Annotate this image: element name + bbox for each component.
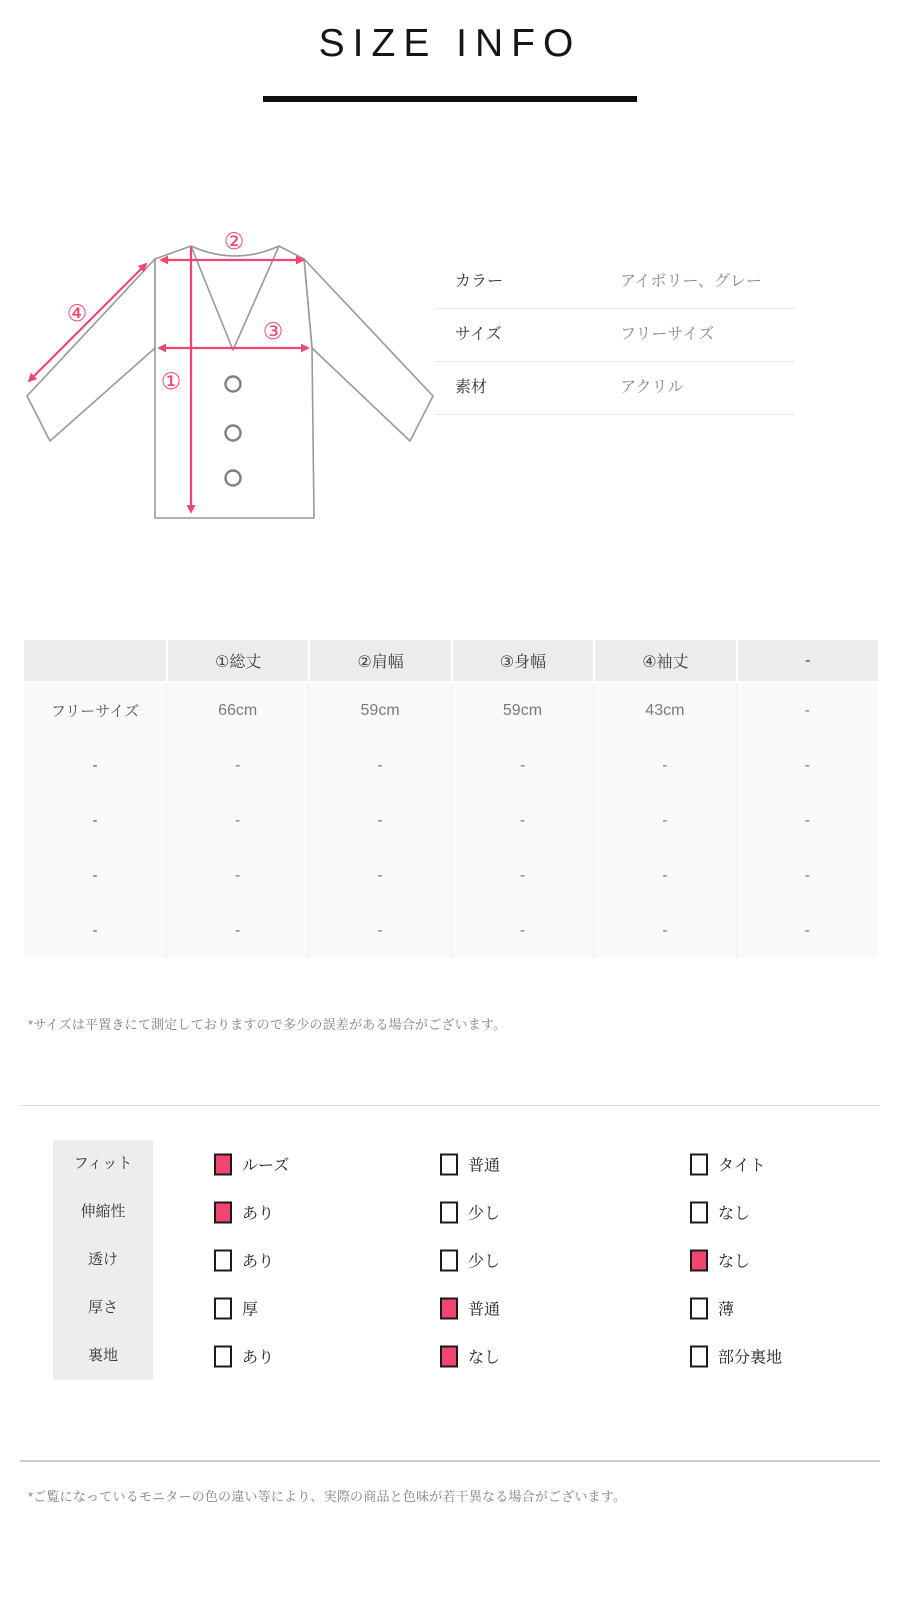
spec-row-material — [435, 362, 795, 415]
option-label: 部分裏地 — [718, 1349, 783, 1367]
fit-option — [690, 1297, 734, 1320]
value-cell: - — [166, 848, 308, 903]
option-checkbox — [214, 1297, 232, 1319]
value-cell: - — [166, 903, 308, 958]
fit-option — [214, 1345, 274, 1368]
value-cell: 59cm — [308, 683, 450, 738]
measurement-note: *サイズは平置きにて測定しておりますので多少の誤差がある場合がございます。 — [28, 1017, 507, 1032]
option-checkbox — [440, 1201, 458, 1223]
table-row — [24, 683, 878, 738]
spec-label: サイズ — [455, 326, 502, 343]
value-cell: - — [736, 738, 878, 793]
fit-row-label: 伸縮性 — [53, 1188, 153, 1236]
size-name-cell: - — [24, 848, 166, 903]
value-cell: - — [166, 793, 308, 848]
option-label: 普通 — [468, 1157, 501, 1175]
option-checkbox — [214, 1153, 232, 1175]
col-header-chest: ③身幅 — [451, 640, 593, 683]
fit-row-sheerness — [53, 1236, 853, 1284]
col-header-shoulder: ②肩幅 — [308, 640, 450, 683]
value-cell: - — [593, 903, 735, 958]
fit-row-label: 厚さ — [53, 1284, 153, 1332]
col-header-total-length: ①総丈 — [166, 640, 308, 683]
fit-row-lining — [53, 1332, 853, 1380]
divider-line — [20, 1105, 880, 1106]
option-checkbox — [690, 1153, 708, 1175]
value-cell: - — [736, 793, 878, 848]
option-checkbox — [440, 1345, 458, 1367]
fit-row-label: フィット — [53, 1140, 153, 1188]
col-header — [24, 640, 166, 683]
option-checkbox — [440, 1153, 458, 1175]
label-2-shoulder: ② — [223, 228, 245, 254]
product-spec-list — [435, 256, 795, 415]
option-label: タイト — [718, 1157, 766, 1175]
size-name-cell: - — [24, 793, 166, 848]
option-checkbox — [690, 1297, 708, 1319]
option-label: あり — [242, 1349, 275, 1367]
cardigan-outline — [27, 246, 433, 518]
value-cell: - — [736, 683, 878, 738]
option-label: 少し — [468, 1253, 501, 1271]
left-sleeve — [27, 259, 155, 441]
table-row — [24, 903, 878, 958]
spec-row-size — [435, 309, 795, 362]
value-cell: 43cm — [593, 683, 735, 738]
option-checkbox — [214, 1201, 232, 1223]
garment-measurement-diagram — [20, 200, 440, 530]
option-checkbox — [214, 1249, 232, 1271]
fit-row-fit — [53, 1140, 853, 1188]
value-cell: 66cm — [166, 683, 308, 738]
monitor-color-note: *ご覧になっているモニターの色の違い等により、実際の商品と色味が若干異なる場合がございます。 — [28, 1489, 627, 1504]
option-label: なし — [468, 1349, 501, 1367]
value-cell: - — [308, 848, 450, 903]
option-label: ルーズ — [242, 1157, 290, 1175]
option-checkbox — [440, 1297, 458, 1319]
table-row — [24, 793, 878, 848]
spec-label: カラー — [455, 273, 504, 290]
value-cell: - — [593, 848, 735, 903]
fit-row-label: 裏地 — [53, 1332, 153, 1380]
spec-value: アクリル — [620, 379, 684, 396]
fit-option — [440, 1153, 500, 1176]
size-name-cell: - — [24, 738, 166, 793]
fit-option — [440, 1201, 500, 1224]
fit-option — [440, 1297, 500, 1320]
fit-option — [214, 1153, 289, 1176]
value-cell: - — [166, 738, 308, 793]
divider-line — [20, 1460, 880, 1462]
option-label: 少し — [468, 1205, 501, 1223]
label-1-length: ① — [160, 368, 182, 394]
value-cell: - — [308, 793, 450, 848]
value-cell: - — [736, 848, 878, 903]
fit-option — [214, 1201, 274, 1224]
value-cell: - — [451, 903, 593, 958]
option-label: あり — [242, 1253, 275, 1271]
fit-option — [214, 1297, 258, 1320]
spec-label: 素材 — [455, 379, 488, 396]
measurements-table — [24, 640, 878, 958]
fit-option — [690, 1345, 782, 1368]
value-cell: - — [736, 903, 878, 958]
fit-row-stretch — [53, 1188, 853, 1236]
table-row — [24, 848, 878, 903]
table-row — [24, 738, 878, 793]
value-cell: - — [451, 738, 593, 793]
size-name-cell: フリーサイズ — [24, 683, 166, 738]
value-cell: - — [593, 738, 735, 793]
fit-option — [690, 1249, 750, 1272]
option-checkbox — [690, 1201, 708, 1223]
title-underline-bar — [263, 96, 637, 102]
value-cell: - — [593, 793, 735, 848]
label-3-chest: ③ — [262, 318, 284, 344]
fit-row-thickness — [53, 1284, 853, 1332]
fit-option — [690, 1153, 766, 1176]
fit-option — [440, 1345, 500, 1368]
label-4-sleeve: ④ — [66, 300, 88, 326]
spec-value: フリーサイズ — [620, 326, 715, 343]
option-label: あり — [242, 1205, 275, 1223]
option-checkbox — [690, 1345, 708, 1367]
option-label: 普通 — [468, 1301, 501, 1319]
size-name-cell: - — [24, 903, 166, 958]
value-cell: - — [451, 848, 593, 903]
option-label: 薄 — [718, 1301, 735, 1319]
fit-row-label: 透け — [53, 1236, 153, 1284]
fit-chart — [53, 1140, 853, 1380]
option-label: 厚 — [242, 1301, 259, 1319]
option-checkbox — [690, 1249, 708, 1271]
value-cell: - — [451, 793, 593, 848]
spec-value: アイボリー、グレー — [620, 273, 762, 290]
fit-option — [440, 1249, 500, 1272]
col-header-extra: - — [736, 640, 878, 683]
value-cell: 59cm — [451, 683, 593, 738]
page-title: SIZE INFO — [318, 22, 582, 65]
fit-option — [214, 1249, 274, 1272]
fit-option — [690, 1201, 750, 1224]
value-cell: - — [308, 903, 450, 958]
value-cell: - — [308, 738, 450, 793]
col-header-sleeve: ④袖丈 — [593, 640, 735, 683]
option-label: なし — [718, 1253, 751, 1271]
option-checkbox — [440, 1249, 458, 1271]
measurements-header-row — [24, 640, 878, 683]
option-checkbox — [214, 1345, 232, 1367]
option-label: なし — [718, 1205, 751, 1223]
right-sleeve — [304, 259, 433, 441]
spec-row-color — [435, 256, 795, 309]
